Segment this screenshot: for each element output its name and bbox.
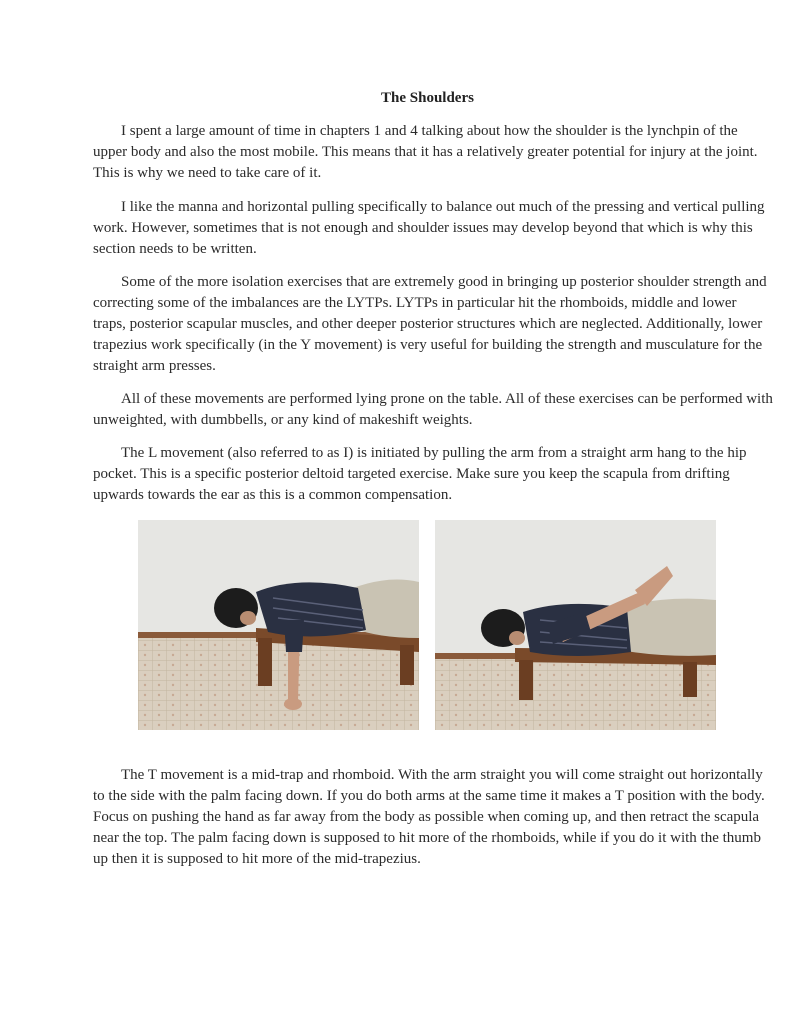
paragraph-intro: I spent a large amount of time in chapters 1 and 4 talking about how the shoulder is the lynchpin of the upper body and also the most mobile. This means that it has a relatively greater potential for injury at the joint. This is why we need to take care of it. — [93, 123, 758, 181]
paragraph-horizontal-pulling: I like the manna and horizontal pulling specifically to balance out much of the pressing and vertical pulling work. However, sometimes that is not enough and shoulder issues may develop beyond that which is why this section needs to be written. — [93, 199, 765, 257]
photo-l-movement-end — [435, 520, 716, 730]
section-title: The Shoulders — [381, 90, 474, 106]
paragraph-l-movement: The L movement (also referred to as I) is initiated by pulling the arm from a straight arm hang to the hip pocket. This is a specific posterior deltoid targeted exercise. Make sure you keep the scapula from drifting upwards towards the ear as this is a common compensation. — [93, 445, 747, 503]
photo-l-movement-start — [138, 520, 419, 730]
paragraph-prone: All of these movements are performed lying prone on the table. All of these exercises can be performed with unweighted, with dumbbells, or any kind of makeshift weights. — [93, 391, 773, 428]
paragraph-t-movement: The T movement is a mid-trap and rhomboid. With the arm straight you will come straight out horizontally to the side with the palm facing down. If you do both arms at the same time it makes a T position with the body. Focus on pushing the hand as far away from the body as possible when coming up, and then retract the scapula near the top. The palm facing down is supposed to hit more of the rhomboids, while if you do it with the thumb up then it is supposed to hit more of the mid-trapezius. — [93, 767, 765, 867]
paragraph-lytps: Some of the more isolation exercises that are extremely good in bringing up posterior shoulder strength and correcting some of the imbalances are the LYTPs. LYTPs in particular hit the rhomboids, middle and lower traps, posterior scapular muscles, and other deeper posterior structures which are neglected. Additionally, lower trapezius work specifically (in the Y movement) is very useful for building the strength and musculature for the straight arm presses. — [93, 274, 767, 374]
